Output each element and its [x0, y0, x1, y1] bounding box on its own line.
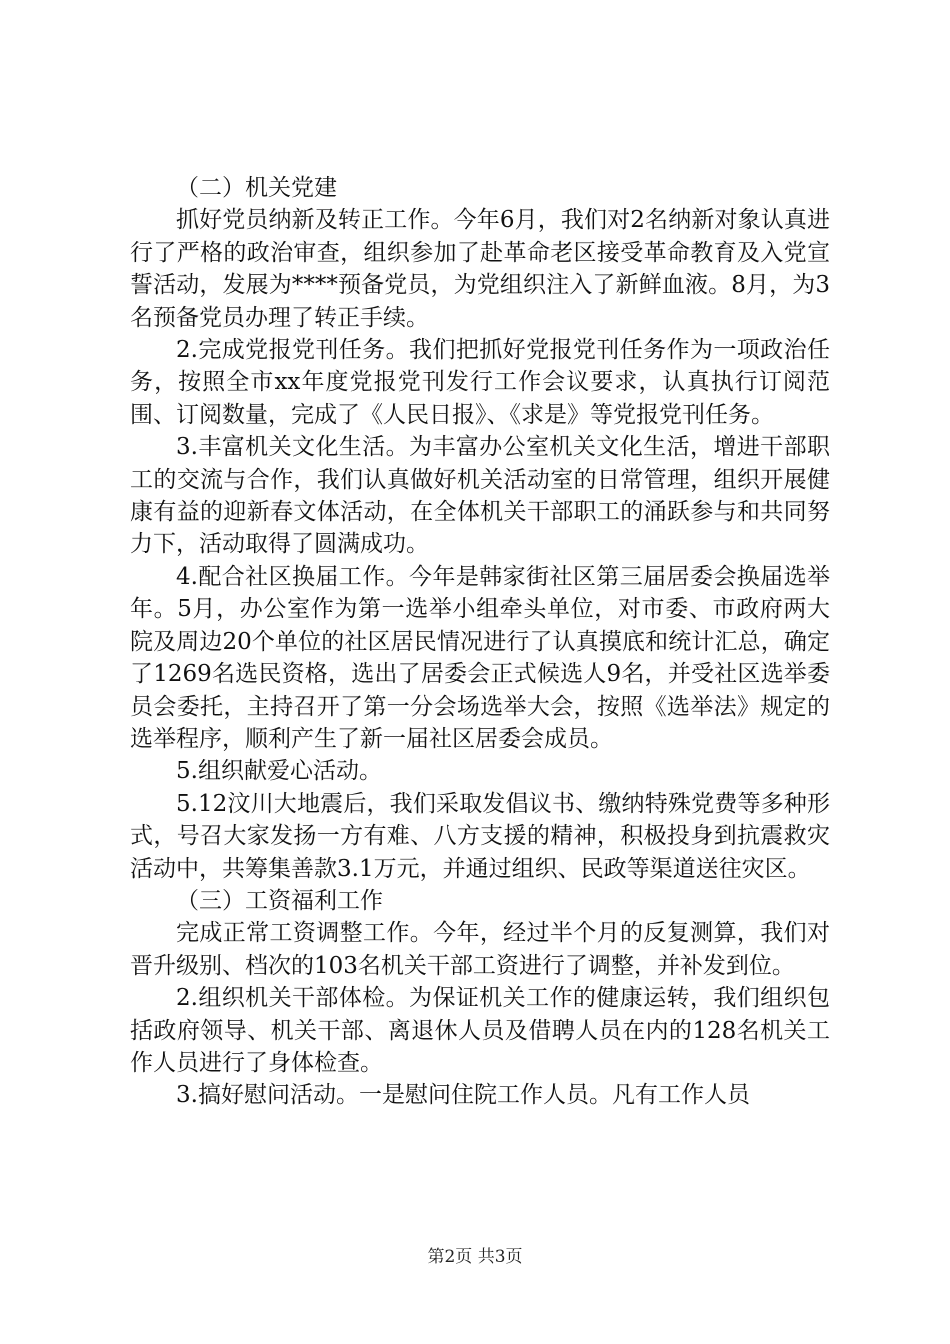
paragraph-earthquake-relief: 5.12汶川大地震后，我们采取发倡议书、缴纳特殊党费等多种形式，号召大家发扬一方有难、八方支援的精神，积极投身到抗震救灾活动中，共筹集善款3.1万元，并通过组织、民政等渠道送往灾区。 [130, 790, 830, 882]
paragraph-party-newspapers: 2.完成党报党刊任务。我们把抓好党报党刊任务作为一项政治任务，按照全市xx年度党报党刊发行工作会议要求，认真执行订阅范围、订阅数量，完成了《人民日报》、《求是》等党报党刊任务。 [130, 337, 830, 428]
paragraph-community-election: 4.配合社区换届工作。今年是韩家街社区第三届居委会换届选举年。5月，办公室作为第一选举小组牵头单位，对市委、市政府两大院及周边20个单位的社区居民情况进行了认真摸底和统计汇总，确定了1269名选民资格，选出了居委会正式候选人9名，并受社区选举委员会委托，主持召开了第一分会场选举大会，按照《选举法》规定的选举程序，顺利产生了新一届社区居委会成员。 [130, 563, 830, 752]
paragraph-salary-adjustment: 完成正常工资调整工作。今年，经过半个月的反复测算，我们对晋升级别、档次的103名机关干部工资进行了调整，并补发到位。 [130, 920, 830, 979]
page-number-footer: 第2页 共3页 [427, 1247, 523, 1267]
paragraph-condolence: 3.搞好慰问活动。一是慰问住院工作人员。凡有工作人员 [176, 1082, 750, 1109]
paragraph-health-check: 2.组织机关干部体检。为保证机关工作的健康运转，我们组织包括政府领导、机关干部、离退休人员及借聘人员在内的128名机关工作人员进行了身体检查。 [130, 985, 830, 1076]
paragraph-charity-heading: 5.组织献爱心活动。 [176, 758, 382, 785]
heading-party-building: （二）机关党建 [176, 175, 337, 201]
heading-salary-welfare: （三）工资福利工作 [176, 887, 383, 914]
paragraph-cultural-life: 3.丰富机关文化生活。为丰富办公室机关文化生活，增进干部职工的交流与合作，我们认真做好机关活动室的日常管理，组织开展健康有益的迎新春文体活动，在全体机关干部职工的涌跃参与和共同努力下，活动取得了圆满成功。 [130, 434, 830, 558]
document-body [130, 172, 830, 1112]
paragraph-member-recruitment: 抓好党员纳新及转正工作。今年6月，我们对2名纳新对象认真进行了严格的政治审查，组织参加了赴革命老区接受革命教育及入党宣誓活动，发展为****预备党员，为党组织注入了新鲜血液。8月，为3名预备党员办理了转正手续。 [130, 207, 830, 331]
